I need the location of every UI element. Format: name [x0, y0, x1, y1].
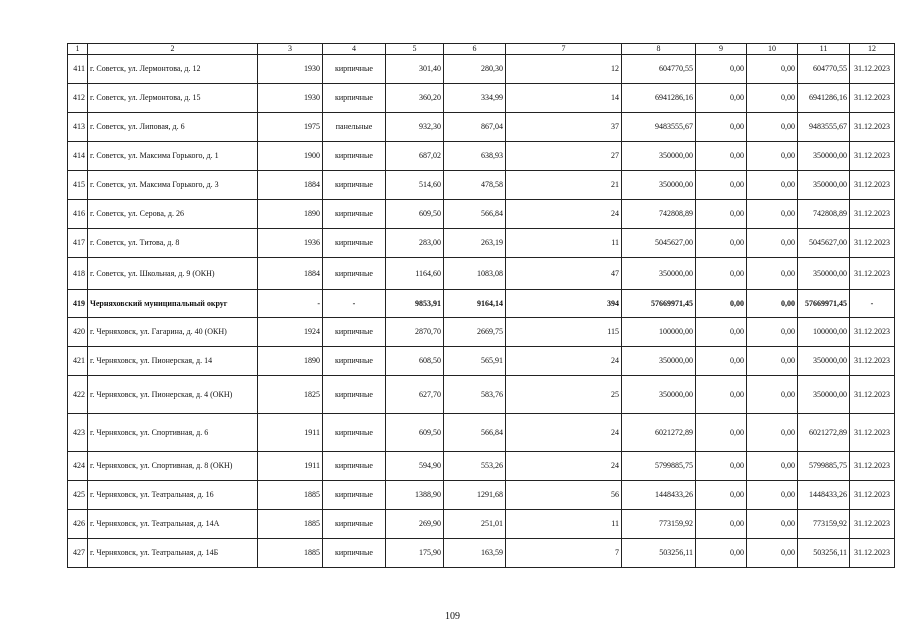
owner-cost-cell: 5799885,75: [798, 452, 850, 481]
table-row: [68, 258, 895, 290]
budget-cost-cell: 0,00: [747, 113, 798, 142]
residents-cell: 11: [506, 510, 622, 539]
wall-material-cell: -: [323, 290, 386, 318]
budget-cost-cell: 0,00: [747, 200, 798, 229]
living-area-cell: 565,91: [444, 347, 506, 376]
total-area-cell: 1164,60: [386, 258, 444, 290]
fund-cost-cell: 0,00: [696, 290, 747, 318]
total-area-cell: 687,02: [386, 142, 444, 171]
total-area-cell: 269,90: [386, 510, 444, 539]
address-cell: г. Советск, ул. Лермонтова, д. 15: [88, 84, 258, 113]
residents-cell: 394: [506, 290, 622, 318]
row-number-cell: 413: [68, 113, 88, 142]
col-header: 10: [747, 44, 798, 55]
completion-date-cell: 31.12.2023: [850, 229, 895, 258]
table-row: [68, 318, 895, 347]
row-number-cell: 426: [68, 510, 88, 539]
table-row: [68, 55, 895, 84]
fund-cost-cell: 0,00: [696, 229, 747, 258]
completion-date-cell: 31.12.2023: [850, 55, 895, 84]
row-number-cell: 414: [68, 142, 88, 171]
table-row: [68, 171, 895, 200]
fund-cost-cell: 0,00: [696, 539, 747, 568]
completion-date-cell: 31.12.2023: [850, 142, 895, 171]
budget-cost-cell: 0,00: [747, 376, 798, 414]
build-year-cell: 1900: [258, 142, 323, 171]
residents-cell: 7: [506, 539, 622, 568]
total-cost-cell: 503256,11: [622, 539, 696, 568]
owner-cost-cell: 604770,55: [798, 55, 850, 84]
build-year-cell: 1911: [258, 452, 323, 481]
completion-date-cell: 31.12.2023: [850, 414, 895, 452]
total-area-cell: 1388,90: [386, 481, 444, 510]
col-header: 8: [622, 44, 696, 55]
build-year-cell: 1930: [258, 55, 323, 84]
total-area-cell: 609,50: [386, 200, 444, 229]
col-header: 3: [258, 44, 323, 55]
address-cell: г. Черняховск, ул. Спортивная, д. 8 (ОКН): [88, 452, 258, 481]
table-row: [68, 84, 895, 113]
address-cell: г. Черняховск, ул. Пионерская, д. 14: [88, 347, 258, 376]
wall-material-cell: кирпичные: [323, 539, 386, 568]
total-area-cell: 609,50: [386, 414, 444, 452]
budget-cost-cell: 0,00: [747, 347, 798, 376]
owner-cost-cell: 350000,00: [798, 258, 850, 290]
row-number-cell: 424: [68, 452, 88, 481]
address-cell: Черняховский муниципальный округ: [88, 290, 258, 318]
fund-cost-cell: 0,00: [696, 142, 747, 171]
total-area-cell: 2870,70: [386, 318, 444, 347]
fund-cost-cell: 0,00: [696, 84, 747, 113]
total-cost-cell: 57669971,45: [622, 290, 696, 318]
owner-cost-cell: 350000,00: [798, 376, 850, 414]
col-header: 11: [798, 44, 850, 55]
completion-date-cell: 31.12.2023: [850, 113, 895, 142]
col-header: 2: [88, 44, 258, 55]
fund-cost-cell: 0,00: [696, 258, 747, 290]
build-year-cell: 1885: [258, 510, 323, 539]
col-header: 7: [506, 44, 622, 55]
wall-material-cell: кирпичные: [323, 414, 386, 452]
owner-cost-cell: 742808,89: [798, 200, 850, 229]
owner-cost-cell: 350000,00: [798, 142, 850, 171]
col-header: 4: [323, 44, 386, 55]
row-number-cell: 425: [68, 481, 88, 510]
owner-cost-cell: 1448433,26: [798, 481, 850, 510]
living-area-cell: 1291,68: [444, 481, 506, 510]
row-number-cell: 417: [68, 229, 88, 258]
fund-cost-cell: 0,00: [696, 510, 747, 539]
row-number-cell: 419: [68, 290, 88, 318]
table-row: [68, 510, 895, 539]
living-area-cell: 263,19: [444, 229, 506, 258]
owner-cost-cell: 5045627,00: [798, 229, 850, 258]
table-row: [68, 200, 895, 229]
budget-cost-cell: 0,00: [747, 258, 798, 290]
build-year-cell: 1890: [258, 347, 323, 376]
row-number-cell: 412: [68, 84, 88, 113]
table-row: [68, 414, 895, 452]
build-year-cell: 1885: [258, 539, 323, 568]
total-cost-cell: 350000,00: [622, 347, 696, 376]
total-cost-cell: 9483555,67: [622, 113, 696, 142]
fund-cost-cell: 0,00: [696, 347, 747, 376]
living-area-cell: 2669,75: [444, 318, 506, 347]
wall-material-cell: кирпичные: [323, 318, 386, 347]
total-cost-cell: 742808,89: [622, 200, 696, 229]
owner-cost-cell: 350000,00: [798, 171, 850, 200]
total-cost-cell: 350000,00: [622, 171, 696, 200]
build-year-cell: 1884: [258, 171, 323, 200]
budget-cost-cell: 0,00: [747, 510, 798, 539]
living-area-cell: 280,30: [444, 55, 506, 84]
owner-cost-cell: 9483555,67: [798, 113, 850, 142]
living-area-cell: 1083,08: [444, 258, 506, 290]
table-row: [68, 142, 895, 171]
wall-material-cell: кирпичные: [323, 171, 386, 200]
register-table: [67, 43, 895, 568]
budget-cost-cell: 0,00: [747, 414, 798, 452]
wall-material-cell: кирпичные: [323, 510, 386, 539]
total-cost-cell: 1448433,26: [622, 481, 696, 510]
total-cost-cell: 100000,00: [622, 318, 696, 347]
total-cost-cell: 773159,92: [622, 510, 696, 539]
wall-material-cell: кирпичные: [323, 142, 386, 171]
completion-date-cell: 31.12.2023: [850, 376, 895, 414]
budget-cost-cell: 0,00: [747, 229, 798, 258]
completion-date-cell: 31.12.2023: [850, 481, 895, 510]
row-number-cell: 411: [68, 55, 88, 84]
completion-date-cell: 31.12.2023: [850, 171, 895, 200]
completion-date-cell: 31.12.2023: [850, 539, 895, 568]
build-year-cell: 1890: [258, 200, 323, 229]
row-number-cell: 415: [68, 171, 88, 200]
total-cost-cell: 350000,00: [622, 258, 696, 290]
table-row: [68, 347, 895, 376]
build-year-cell: 1975: [258, 113, 323, 142]
living-area-cell: 638,93: [444, 142, 506, 171]
total-cost-cell: 604770,55: [622, 55, 696, 84]
budget-cost-cell: 0,00: [747, 55, 798, 84]
living-area-cell: 251,01: [444, 510, 506, 539]
living-area-cell: 583,76: [444, 376, 506, 414]
row-number-cell: 420: [68, 318, 88, 347]
living-area-cell: 867,04: [444, 113, 506, 142]
address-cell: г. Черняховск, ул. Спортивная, д. 6: [88, 414, 258, 452]
total-cost-cell: 5045627,00: [622, 229, 696, 258]
row-number-cell: 418: [68, 258, 88, 290]
table-row: [68, 481, 895, 510]
residents-cell: 21: [506, 171, 622, 200]
wall-material-cell: кирпичные: [323, 200, 386, 229]
fund-cost-cell: 0,00: [696, 55, 747, 84]
build-year-cell: 1911: [258, 414, 323, 452]
fund-cost-cell: 0,00: [696, 414, 747, 452]
table-row: [68, 539, 895, 568]
total-area-cell: 514,60: [386, 171, 444, 200]
budget-cost-cell: 0,00: [747, 84, 798, 113]
total-cost-cell: 6021272,89: [622, 414, 696, 452]
owner-cost-cell: 773159,92: [798, 510, 850, 539]
total-area-cell: 9853,91: [386, 290, 444, 318]
residents-cell: 27: [506, 142, 622, 171]
build-year-cell: 1924: [258, 318, 323, 347]
address-cell: г. Черняховск, ул. Театральная, д. 14Б: [88, 539, 258, 568]
completion-date-cell: 31.12.2023: [850, 510, 895, 539]
total-area-cell: 301,40: [386, 55, 444, 84]
wall-material-cell: кирпичные: [323, 55, 386, 84]
residents-cell: 14: [506, 84, 622, 113]
address-cell: г. Советск, ул. Максима Горького, д. 1: [88, 142, 258, 171]
fund-cost-cell: 0,00: [696, 171, 747, 200]
table-row: [68, 229, 895, 258]
col-header: 6: [444, 44, 506, 55]
residents-cell: 24: [506, 347, 622, 376]
living-area-cell: 9164,14: [444, 290, 506, 318]
completion-date-cell: 31.12.2023: [850, 318, 895, 347]
owner-cost-cell: 350000,00: [798, 347, 850, 376]
fund-cost-cell: 0,00: [696, 481, 747, 510]
total-area-cell: 608,50: [386, 347, 444, 376]
budget-cost-cell: 0,00: [747, 539, 798, 568]
wall-material-cell: кирпичные: [323, 229, 386, 258]
address-cell: г. Черняховск, ул. Театральная, д. 16: [88, 481, 258, 510]
wall-material-cell: кирпичные: [323, 84, 386, 113]
total-area-cell: 283,00: [386, 229, 444, 258]
total-area-cell: 627,70: [386, 376, 444, 414]
row-number-cell: 416: [68, 200, 88, 229]
residents-cell: 12: [506, 55, 622, 84]
living-area-cell: 566,84: [444, 414, 506, 452]
fund-cost-cell: 0,00: [696, 200, 747, 229]
col-header: 1: [68, 44, 88, 55]
owner-cost-cell: 6941286,16: [798, 84, 850, 113]
budget-cost-cell: 0,00: [747, 481, 798, 510]
wall-material-cell: кирпичные: [323, 481, 386, 510]
living-area-cell: 163,59: [444, 539, 506, 568]
address-cell: г. Черняховск, ул. Пионерская, д. 4 (ОКН): [88, 376, 258, 414]
residents-cell: 11: [506, 229, 622, 258]
wall-material-cell: панельные: [323, 113, 386, 142]
budget-cost-cell: 0,00: [747, 142, 798, 171]
budget-cost-cell: 0,00: [747, 452, 798, 481]
owner-cost-cell: 100000,00: [798, 318, 850, 347]
build-year-cell: 1825: [258, 376, 323, 414]
header-row: [68, 44, 895, 55]
build-year-cell: 1885: [258, 481, 323, 510]
fund-cost-cell: 0,00: [696, 452, 747, 481]
address-cell: г. Советск, ул. Максима Горького, д. 3: [88, 171, 258, 200]
living-area-cell: 334,99: [444, 84, 506, 113]
owner-cost-cell: 57669971,45: [798, 290, 850, 318]
table-row: [68, 113, 895, 142]
page-number: 109: [445, 611, 460, 622]
wall-material-cell: кирпичные: [323, 452, 386, 481]
total-area-cell: 932,30: [386, 113, 444, 142]
residents-cell: 47: [506, 258, 622, 290]
fund-cost-cell: 0,00: [696, 318, 747, 347]
wall-material-cell: кирпичные: [323, 258, 386, 290]
completion-date-cell: 31.12.2023: [850, 452, 895, 481]
total-cost-cell: 5799885,75: [622, 452, 696, 481]
col-header: 5: [386, 44, 444, 55]
budget-cost-cell: 0,00: [747, 318, 798, 347]
build-year-cell: 1884: [258, 258, 323, 290]
col-header: 12: [850, 44, 895, 55]
row-number-cell: 427: [68, 539, 88, 568]
completion-date-cell: -: [850, 290, 895, 318]
residents-cell: 115: [506, 318, 622, 347]
residents-cell: 56: [506, 481, 622, 510]
col-header: 9: [696, 44, 747, 55]
budget-cost-cell: 0,00: [747, 171, 798, 200]
living-area-cell: 478,58: [444, 171, 506, 200]
address-cell: г. Советск, ул. Серова, д. 26: [88, 200, 258, 229]
row-number-cell: 422: [68, 376, 88, 414]
address-cell: г. Советск, ул. Липовая, д. 6: [88, 113, 258, 142]
build-year-cell: -: [258, 290, 323, 318]
row-number-cell: 423: [68, 414, 88, 452]
address-cell: г. Советск, ул. Школьная, д. 9 (ОКН): [88, 258, 258, 290]
total-cost-cell: 350000,00: [622, 376, 696, 414]
wall-material-cell: кирпичные: [323, 376, 386, 414]
total-area-cell: 594,90: [386, 452, 444, 481]
total-cost-cell: 6941286,16: [622, 84, 696, 113]
completion-date-cell: 31.12.2023: [850, 200, 895, 229]
total-area-cell: 360,20: [386, 84, 444, 113]
owner-cost-cell: 6021272,89: [798, 414, 850, 452]
fund-cost-cell: 0,00: [696, 376, 747, 414]
completion-date-cell: 31.12.2023: [850, 258, 895, 290]
build-year-cell: 1930: [258, 84, 323, 113]
table-row: [68, 376, 895, 414]
address-cell: г. Черняховск, ул. Театральная, д. 14А: [88, 510, 258, 539]
owner-cost-cell: 503256,11: [798, 539, 850, 568]
address-cell: г. Черняховск, ул. Гагарина, д. 40 (ОКН): [88, 318, 258, 347]
fund-cost-cell: 0,00: [696, 113, 747, 142]
table-row: [68, 452, 895, 481]
total-cost-cell: 350000,00: [622, 142, 696, 171]
total-area-cell: 175,90: [386, 539, 444, 568]
completion-date-cell: 31.12.2023: [850, 347, 895, 376]
completion-date-cell: 31.12.2023: [850, 84, 895, 113]
living-area-cell: 553,26: [444, 452, 506, 481]
subtotal-row: [68, 290, 895, 318]
residents-cell: 25: [506, 376, 622, 414]
residents-cell: 24: [506, 452, 622, 481]
living-area-cell: 566,84: [444, 200, 506, 229]
address-cell: г. Советск, ул. Титова, д. 8: [88, 229, 258, 258]
row-number-cell: 421: [68, 347, 88, 376]
residents-cell: 37: [506, 113, 622, 142]
address-cell: г. Советск, ул. Лермонтова, д. 12: [88, 55, 258, 84]
budget-cost-cell: 0,00: [747, 290, 798, 318]
wall-material-cell: кирпичные: [323, 347, 386, 376]
residents-cell: 24: [506, 414, 622, 452]
residents-cell: 24: [506, 200, 622, 229]
build-year-cell: 1936: [258, 229, 323, 258]
